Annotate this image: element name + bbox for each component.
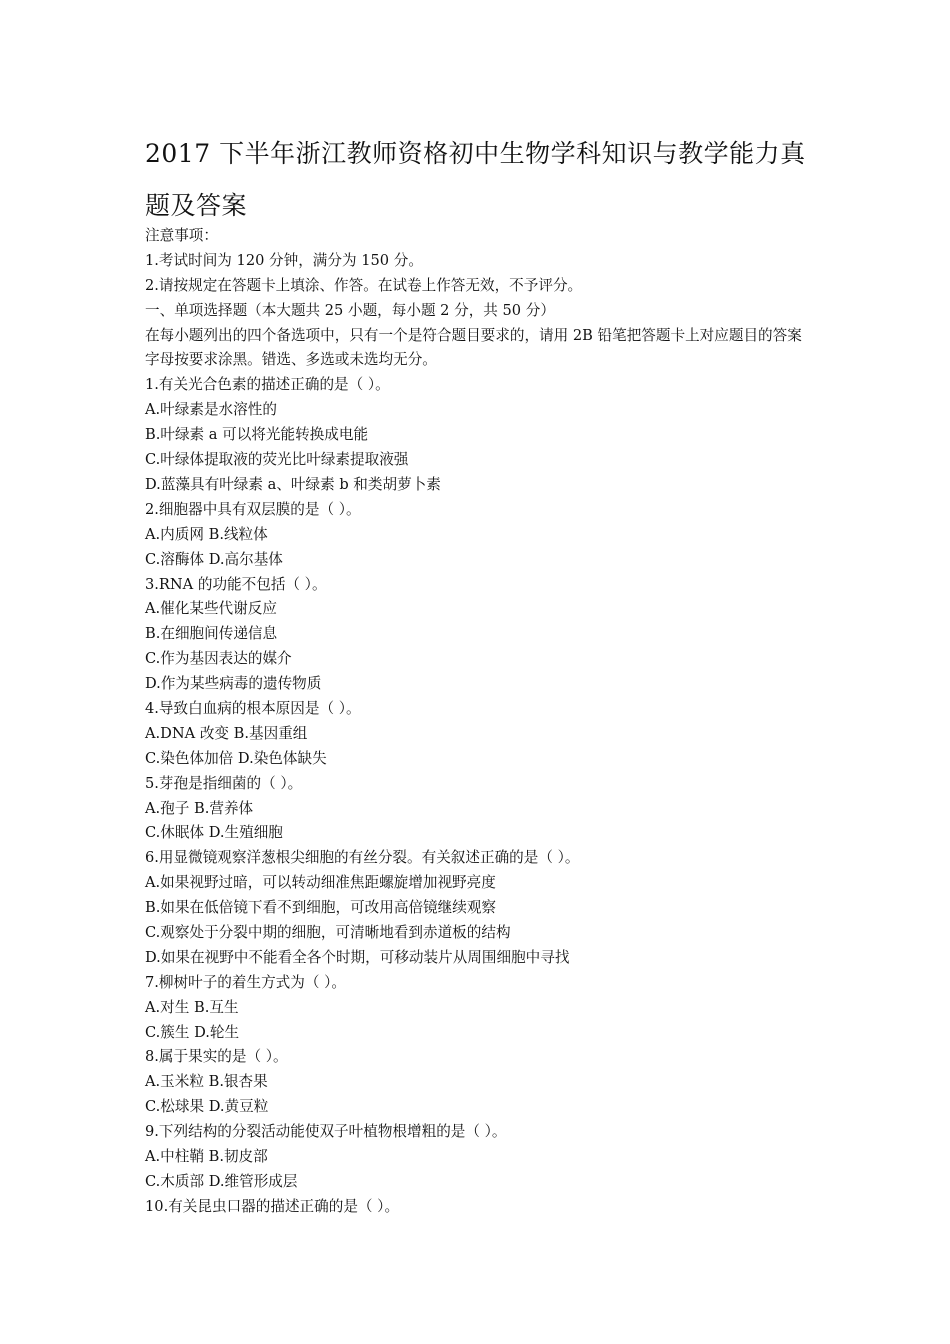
option-line: C.木质部 D.维管形成层 [145,1172,298,1190]
option-line: C.松球果 D.黄豆粒 [145,1098,269,1116]
option-line: B.在细胞间传递信息 [145,625,278,643]
option-line: D.如果在视野中不能看全各个时期，可移动装片从周围细胞中寻找 [145,948,570,966]
option-line: D.作为某些病毒的遗传物质 [145,675,322,693]
question-line: 7.柳树叶子的着生方式为（ ）。 [145,973,346,991]
question-line: 9.下列结构的分裂活动能使双子叶植物根增粗的是（ ）。 [145,1123,507,1141]
question-line: 5.芽孢是指细菌的（ ）。 [145,774,303,792]
option-line: C.观察处于分裂中期的细胞，可清晰地看到赤道板的结构 [145,923,511,941]
notice-item: 2.请按规定在答题卡上填涂、作答。在试卷上作答无效，不予评分。 [145,276,583,294]
option-line: C.簇生 D.轮生 [145,1023,240,1041]
option-line: A.DNA 改变 B.基因重组 [145,724,308,742]
question-line: 2.细胞器中具有双层膜的是（ ）。 [145,500,361,518]
option-line: D.蓝藻具有叶绿素 a、叶绿素 b 和类胡萝卜素 [145,475,441,493]
section-heading: 一、单项选择题（本大题共 25 小题，每小题 2 分，共 50 分） [145,301,555,319]
option-line: A.催化某些代谢反应 [145,600,277,618]
question-line: 3.RNA 的功能不包括（ ）。 [145,575,327,593]
document-title: 2017 下半年浙江教师资格初中生物学科知识与教学能力真题及答案 [145,139,806,220]
option-line: C.溶酶体 D.高尔基体 [145,550,283,568]
notice-item: 1.考试时间为 120 分钟，满分为 150 分。 [145,251,423,269]
option-line: A.如果视野过暗，可以转动细准焦距螺旋增加视野亮度 [145,874,496,892]
option-line: B.如果在低倍镜下看不到细胞，可改用高倍镜继续观察 [145,899,497,917]
option-line: B.叶绿素 a 可以将光能转换成电能 [145,426,369,444]
option-line: A.叶绿素是水溶性的 [145,401,277,419]
option-line: A.中柱鞘 B.韧皮部 [145,1147,268,1165]
notice-heading: 注意事项： [145,227,218,244]
document-body [145,224,815,1220]
option-line: C.作为基因表达的媒介 [145,650,292,668]
option-line: C.休眠体 D.生殖细胞 [145,824,283,842]
option-line: A.内质网 B.线粒体 [145,525,268,543]
option-line: A.孢子 B.营养体 [145,799,254,817]
question-line: 6.用显微镜观察洋葱根尖细胞的有丝分裂。有关叙述正确的是（ ）。 [145,849,580,867]
option-line: A.对生 B.互生 [145,998,239,1016]
option-line: C.叶绿体提取液的荧光比叶绿素提取液强 [145,451,409,469]
question-line: 8.属于果实的是（ ）。 [145,1048,288,1066]
option-line: C.染色体加倍 D.染色体缺失 [145,749,327,767]
question-line: 1.有关光合色素的描述正确的是（ ）。 [145,376,390,394]
section-instruction: 在每小题列出的四个备选项中，只有一个是符合题目要求的，请用 2B 铅笔把答题卡上对应题目的答案字母按要求涂黑。错选、多选或未选均无分。 [145,326,802,369]
question-line: 10.有关昆虫口器的描述正确的是（ ）。 [145,1197,400,1215]
question-line: 4.导致白血病的根本原因是（ ）。 [145,699,361,717]
option-line: A.玉米粒 B.银杏果 [145,1073,268,1091]
